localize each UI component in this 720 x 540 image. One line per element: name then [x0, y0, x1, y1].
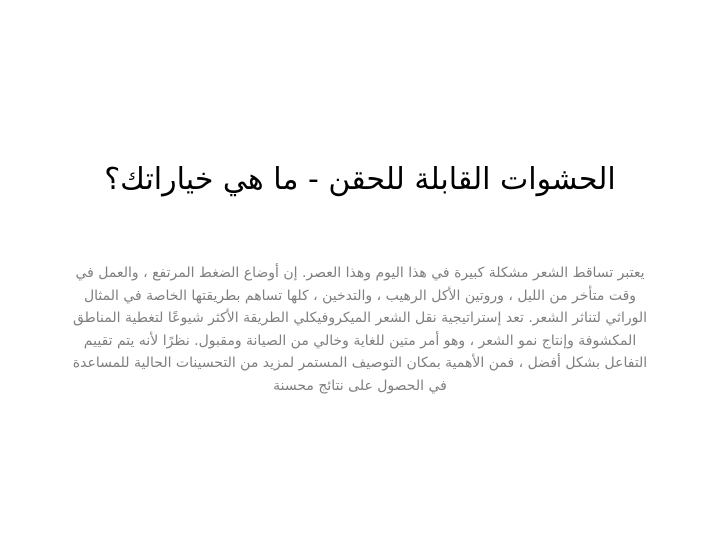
slide-title: الحشوات القابلة للحقن - ما هي خياراتك؟: [104, 162, 616, 197]
slide-body-text: يعتبر تساقط الشعر مشكلة كبيرة في هذا اليوم وهذا العصر. إن أوضاع الضغط المرتفع ، والعمل في وقت متأخر من الليل ، وروتين الأكل الرهيب ، والتدخين ، كلها تساهم بطريقتها الخاصة في المثال الوراثي لتناثر الشعر. تعد إستراتيجية نقل الشعر الميكروفيكلي الطريقة الأكثر شيوعًا لتغطية المناطق المكشوفة وإنتاج نمو الشعر ، وهو أمر متين للغاية وخالي من الصيانة ومقبول. نظرًا لأنه يتم تقييم التفاعل بشكل أفضل ، فمن الأهمية بمكان التوصيف المستمر لمزيد من التحسينات الحالية للمساعدة في الحصول على نتائج محسنة: [72, 265, 648, 394]
